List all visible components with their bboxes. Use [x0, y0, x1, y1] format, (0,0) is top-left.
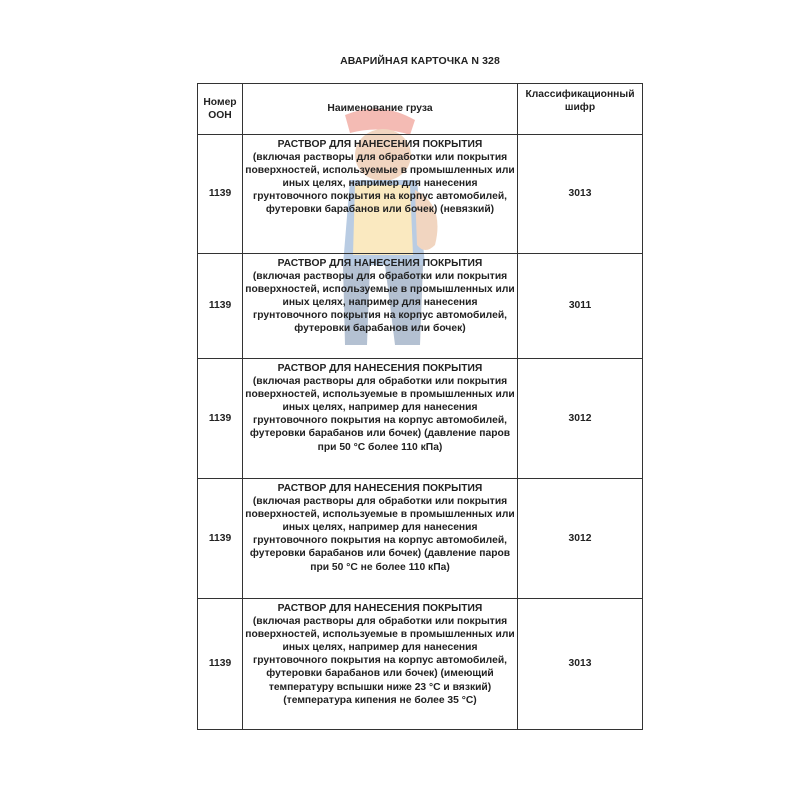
classification-code-cell: 3013 [518, 135, 643, 254]
page-title: АВАРИЙНАЯ КАРТОЧКА N 328 [340, 55, 500, 67]
un-number-cell: 1139 [198, 599, 243, 730]
table-row [198, 599, 643, 730]
cargo-name-cell [243, 359, 518, 479]
cargo-name: РАСТВОР ДЛЯ НАНЕСЕНИЯ ПОКРЫТИЯ [277, 603, 483, 614]
un-number-cell: 1139 [198, 254, 243, 359]
cargo-name: РАСТВОР ДЛЯ НАНЕСЕНИЯ ПОКРЫТИЯ [277, 139, 483, 150]
cargo-name: РАСТВОР ДЛЯ НАНЕСЕНИЯ ПОКРЫТИЯ [277, 258, 483, 269]
classification-code-cell: 3013 [518, 599, 643, 730]
classification-code-cell: 3011 [518, 254, 643, 359]
classification-code-cell: 3012 [518, 359, 643, 479]
cargo-name-cell [243, 479, 518, 599]
cargo-name-cell [243, 254, 518, 359]
un-number-cell: 1139 [198, 479, 243, 599]
cargo-name-cell [243, 135, 518, 254]
table-row [198, 254, 643, 359]
cargo-description: (включая растворы для обработки или покрытия поверхностей, используемые в промышленных или иных целях, например для нанесения грунтовочного покрытия на корпус автомобилей, футеровки барабанов или бочек) (давление паров при 50 °С более 110 кПа) [245, 376, 515, 453]
table-row [198, 479, 643, 599]
table-row [198, 135, 643, 254]
cargo-description: (включая растворы для обработки или покрытия поверхностей, используемые в промышленных или иных целях, например для нанесения грунтовочного покрытия на корпус автомобилей, футеровки барабанов или бочек) [245, 271, 515, 335]
cargo-description: (включая растворы для обработки или покрытия поверхностей, используемые в промышленных или иных целях, например для нанесения грунтовочного покрытия на корпус автомобилей, футеровки барабанов или бочек) (имеющий температуру вспышки ниже 23 °С и вязкий) (температура кипения не более 35 °С) [245, 616, 515, 706]
emergency-card-table [197, 83, 643, 730]
classification-code-cell: 3012 [518, 479, 643, 599]
un-number-cell: 1139 [198, 135, 243, 254]
header-classification-code: Классификационный шифр [518, 84, 643, 135]
cargo-name-cell [243, 599, 518, 730]
cargo-description: (включая растворы для обработки или покрытия поверхностей, используемые в промышленных или иных целях, например для нанесения грунтовочного покрытия на корпус автомобилей, футеровки барабанов или бочек) (давление паров при 50 °С не более 110 кПа) [245, 496, 515, 573]
un-number-cell: 1139 [198, 359, 243, 479]
cargo-description: (включая растворы для обработки или покрытия поверхностей, используемые в промышленных или иных целях, например для нанесения грунтовочного покрытия на корпус автомобилей, футеровки барабанов или бочек) (невязкий) [245, 152, 515, 216]
header-cargo-name: Наименование груза [243, 84, 518, 135]
header-un-number: Номер ООН [198, 84, 243, 135]
cargo-name: РАСТВОР ДЛЯ НАНЕСЕНИЯ ПОКРЫТИЯ [277, 483, 483, 494]
cargo-name: РАСТВОР ДЛЯ НАНЕСЕНИЯ ПОКРЫТИЯ [277, 363, 483, 374]
table-row [198, 359, 643, 479]
